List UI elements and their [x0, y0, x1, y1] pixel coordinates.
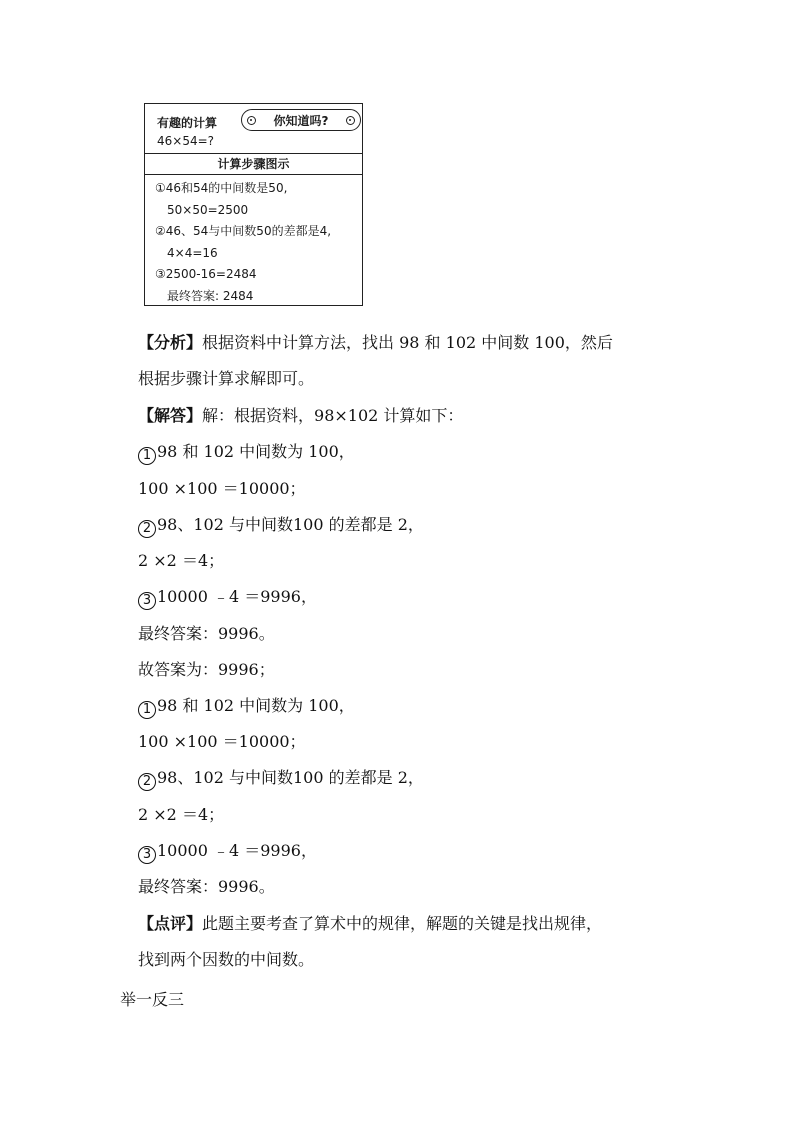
step-text: 98 和 102 中间数为 100， — [157, 696, 355, 715]
circled-number: 1 — [138, 447, 156, 465]
ring-icon — [346, 116, 355, 125]
answer-step — [138, 731, 306, 753]
step-text: 10000 ﹣4 ＝9996， — [157, 587, 317, 606]
ring-icon — [247, 116, 256, 125]
step-text: 2500-16=2484 — [165, 267, 257, 282]
figure-expression: 46×54=? — [157, 134, 215, 148]
step-text: 46和54的中间数是50, — [165, 181, 288, 195]
answer-step — [138, 478, 306, 500]
review-line-2: 找到两个因数的中间数。 — [138, 950, 315, 969]
circled-number: 3 — [138, 592, 156, 610]
figure-header — [145, 104, 362, 154]
badge-text: 你知道吗? — [273, 113, 329, 128]
analysis-paragraph — [138, 332, 613, 354]
answer-conclusion: 故答案为：9996； — [138, 660, 275, 679]
circled-number: 2 — [138, 773, 156, 791]
circled-number: 1 — [138, 701, 156, 719]
step-text: 98、102 与中间数100 的差都是 2， — [157, 768, 424, 787]
step-text: 46、54与中间数50的差都是4, — [165, 224, 332, 239]
answer-tag: 【解答】 — [138, 406, 203, 425]
step-text: 4×4=16 — [167, 245, 218, 260]
step-text: 98 和 102 中间数为 100， — [157, 442, 355, 461]
figure-step-line — [155, 264, 358, 286]
step-text: 100 ×100 ＝10000； — [138, 732, 306, 751]
figure-step-line — [155, 221, 358, 243]
step-text: 98、102 与中间数100 的差都是 2， — [157, 515, 424, 534]
step-text: 100 ×100 ＝10000； — [138, 479, 306, 498]
step-text: 50×50=2500 — [167, 202, 249, 217]
circled-number: 3 — [138, 846, 156, 864]
answer-step — [138, 840, 317, 864]
answer-step — [138, 514, 424, 538]
answer-step — [138, 695, 355, 719]
answer-step — [138, 586, 317, 610]
step-text: 最终答案：9996。 — [138, 624, 275, 643]
answer-step — [138, 441, 355, 465]
figure-title: 有趣的计算 — [157, 116, 218, 130]
figure-step-line — [155, 200, 358, 222]
section-heading: 举一反三 — [120, 990, 185, 1009]
step-mark: ① — [155, 181, 166, 195]
review-line-1: 此题主要考查了算术中的规律，解题的关键是找出规律， — [202, 914, 603, 933]
step-mark: ② — [155, 224, 166, 239]
step-text: 最终答案：9996。 — [138, 877, 275, 896]
step-text: 最终答案: 2484 — [167, 288, 254, 303]
step-text: 2 ×2 ＝4； — [138, 551, 225, 570]
step-mark: ③ — [155, 267, 166, 282]
figure-steps — [155, 178, 358, 308]
review-tag: 【点评】 — [138, 914, 203, 933]
analysis-line-1: 根据资料中计算方法，找出 98 和 102 中间数 100，然后 — [202, 333, 613, 352]
review-paragraph — [138, 913, 602, 935]
circled-number: 2 — [138, 520, 156, 538]
answer-intro-line — [138, 405, 463, 427]
answer-intro: 解：根据资料，98×102 计算如下： — [202, 406, 464, 425]
figure-step-line — [155, 178, 358, 200]
answer-step — [138, 876, 275, 898]
step-text: 10000 ﹣4 ＝9996， — [157, 841, 317, 860]
analysis-tag: 【分析】 — [138, 333, 203, 352]
answer-step — [138, 623, 275, 645]
figure-step-line — [155, 243, 358, 265]
figure-step-line — [155, 286, 358, 308]
did-you-know-badge — [241, 109, 361, 131]
step-text: 2 ×2 ＝4； — [138, 805, 225, 824]
reference-figure — [144, 103, 363, 306]
analysis-line-2: 根据步骤计算求解即可。 — [138, 369, 315, 388]
answer-step — [138, 804, 224, 826]
figure-steps-title: 计算步骤图示 — [145, 154, 362, 175]
answer-step — [138, 550, 224, 572]
answer-step — [138, 767, 424, 791]
